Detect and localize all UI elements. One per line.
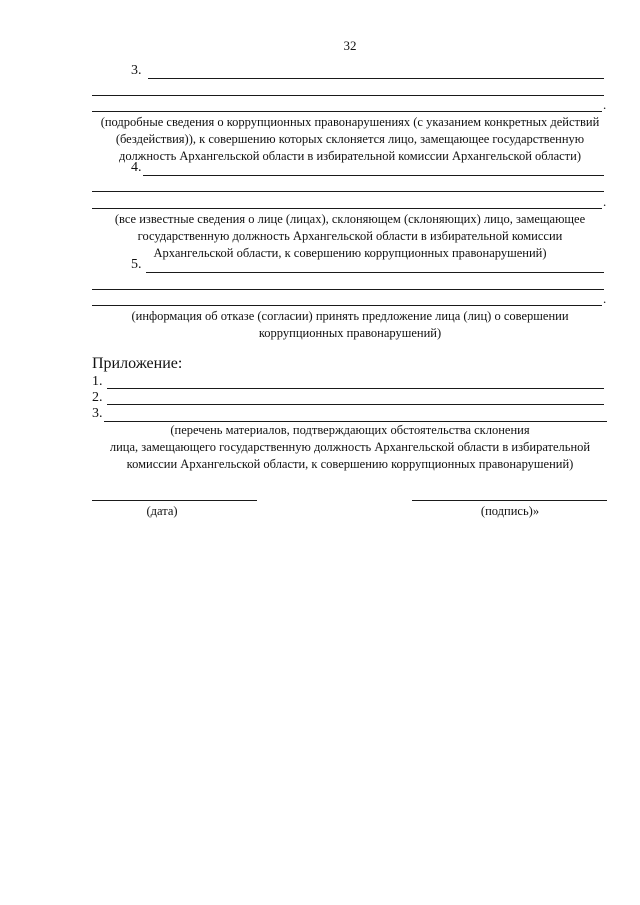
appendix-hint [80,422,620,473]
appendix-item-3-number: 3. [92,406,103,421]
item-5-line-1[interactable] [146,272,604,273]
item-5-hint [80,308,620,342]
appendix-hint-line: комиссии Архангельской области, к совершению коррупционных правонарушений) [126,457,574,471]
item-5-line-2[interactable] [92,289,604,290]
appendix-item-2-number: 2. [92,390,103,405]
item-3-line-3[interactable] [92,111,602,112]
appendix-item-1-number: 1. [92,374,103,389]
item-4-number: 4. [131,160,142,175]
item-5-hint-line: (информация об отказе (согласии) принять предложение лица (лиц) о совершении [131,309,569,323]
appendix-item-1-line[interactable] [107,388,604,389]
item-4-end-mark: . [603,194,607,209]
item-5-end-mark: . [603,291,607,306]
item-5-hint-line: коррупционных правонарушений) [258,326,442,340]
item-5-line-3[interactable] [92,305,602,306]
item-3-hint-line: (подробные сведения о коррупционных правонарушениях (с указанием конкретных действий [100,115,600,129]
item-4-hint-line: (все известные сведения о лице (лицах), склоняющем (склоняющих) лицо, замещающее [114,212,586,226]
signature-label: (подпись)» [480,504,540,518]
item-3-number: 3. [131,63,142,78]
date-line[interactable] [92,500,257,501]
item-4-hint [80,211,620,262]
item-3-line-2[interactable] [92,95,604,96]
appendix-title: Приложение: [92,355,183,372]
item-3-line-1[interactable] [148,78,604,79]
item-4-hint-line: государственную должность Архангельской области в избирательной комиссии [137,229,563,243]
item-3-hint-line: должность Архангельской области в избирательной комиссии Архангельской области) [119,149,581,163]
appendix-hint-line: лица, замещающего государственную должность Архангельской области в избирательной [109,440,591,454]
page-number: 32 [343,38,357,53]
item-4-line-1[interactable] [143,175,604,176]
item-3-end-mark: . [603,97,607,112]
item-4-line-2[interactable] [92,191,604,192]
item-3-hint-line: (бездействия)), к совершению которых склоняется лицо, замещающее государственную [115,132,585,146]
item-5-number: 5. [131,257,142,272]
item-3-hint [80,114,620,165]
item-4-hint-line: Архангельской области, к совершению коррупционных правонарушений) [153,246,547,260]
appendix-hint-line: (перечень материалов, подтверждающих обстоятельства склонения [170,423,530,437]
appendix-item-2-line[interactable] [107,404,604,405]
signature-line[interactable] [412,500,607,501]
date-label: (дата) [146,504,178,518]
item-4-line-3[interactable] [92,208,602,209]
